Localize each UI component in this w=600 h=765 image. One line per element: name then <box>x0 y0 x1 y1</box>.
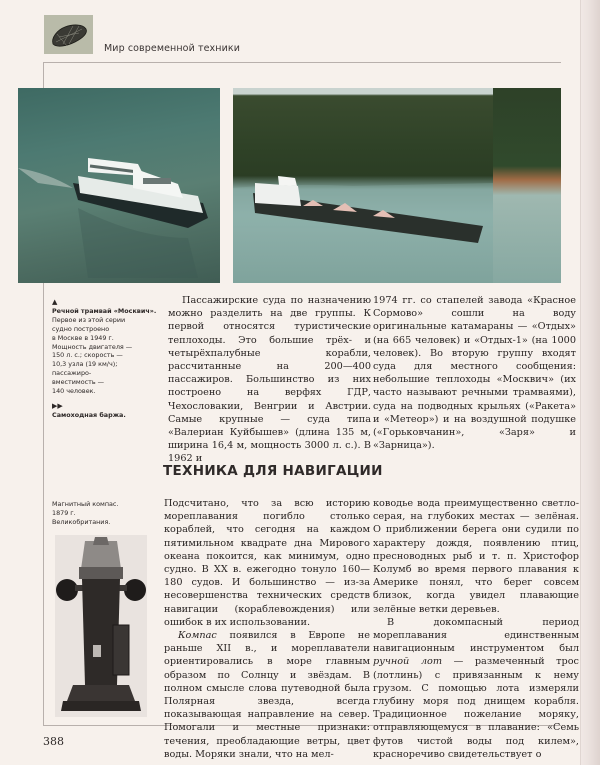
tram-caption-line: 10,3 узла (19 км/ч); <box>52 360 118 369</box>
compass-caption-line: Магнитный компас. <box>52 500 119 508</box>
tram-caption-line: 150 л. с.; скорость — <box>52 351 123 360</box>
compass-caption <box>52 500 162 527</box>
barge-caption-title: Самоходная баржа. <box>52 410 126 419</box>
frame-rule-top <box>43 62 561 63</box>
up-arrow-icon: ▲ <box>52 298 58 306</box>
compass-photo <box>55 535 147 717</box>
tram-caption-line: Мощность двигателя — <box>52 342 133 351</box>
barge-photo <box>233 88 493 283</box>
tram-caption-line: судно построено <box>52 324 110 333</box>
paragraph: Подсчитано, что за всю историю мореплавания погибло столько кораблей, что сегодня на каждом пятимильном квадрате дна Мирового океана покоится, как минимум, одно судно. В XX в. ежегодно тонуло 160—180 судов. И большинство — из-за несовершенства технических средств навигации (кораблевождения) или ошибок в их использовании. <box>164 498 370 628</box>
running-header: Мир современной техники <box>104 43 240 54</box>
article-bottom-col2 <box>373 497 579 761</box>
tram-caption-line: в Москве в 1949 г. <box>52 333 114 342</box>
paragraph: ководье вода преимущественно светло-серая, на глубоких местах — зелёная. О приближении берега они судили по характеру дождя, появлению птиц, пресноводных рыб и т. п. Христофор Колумб во время первого плавания к Америке понял, что берег совсем близок, когда увидел плавающие зелёные ветки деревьев. <box>373 498 579 615</box>
compass-caption-line: 1879 г. <box>52 508 76 517</box>
page-edge <box>580 0 600 765</box>
right-double-arrow-icon: ▶▶ <box>52 401 63 410</box>
term-hand-lead: ручной лот <box>373 656 443 668</box>
paragraph: 1974 гг. со стапелей завода «Красное Сормово» сошли на воду оригинальные катамараны — «Отдых» (на 665 человек) и «Отдых-1» (на 1000 человек). Во вторую группу входят суда для местного сообщения: небольшие теплоходы «Москвич» (их часто называют речными трамваями), суда на подводных крыльях («Ракета» и «Метеор») и на воздушной подушке («Горьковчанин», «Заря» и «Зарница»). <box>373 295 576 452</box>
article-top-col1 <box>168 294 371 466</box>
page-number: 388 <box>43 735 64 748</box>
paragraph <box>373 616 579 761</box>
paragraph-text: В докомпасный период мореплавания единственным навигационным инструментом был <box>373 616 579 655</box>
car-icon <box>49 20 89 50</box>
article-top-col2 <box>373 294 576 452</box>
section-heading: ТЕХНИКА ДЛЯ НАВИГАЦИИ <box>163 463 383 479</box>
compass-caption-line: Великобритания. <box>52 517 111 526</box>
article-bottom-col1 <box>164 497 370 761</box>
tram-caption-title: Речной трамвай «Москвич». <box>52 306 157 315</box>
compass-binnacle-icon <box>55 535 147 717</box>
river-tram-photo <box>18 88 220 283</box>
term-compass: Компас <box>178 630 217 642</box>
paragraph-text: — размеченный трос (лотлинь) с привязанным к нему грузом. С помощью лота измеряли глубину моря под днищем корабля. Традиционное пожелание моряку, отправляющемуся в плавание: «Семь футов чистой воды под килем», красноречиво свидетельствует о <box>373 656 579 760</box>
paragraph <box>164 629 370 761</box>
paragraph: Пассажирские суда по назначению можно разделить на две группы. К первой относятся туристические теплоходы. Это большие трёх- и четырёхпалубные корабли, рассчитанные на 200—400 пассажиров. Большинство из них построено на верфях ГДР, Чехословакии, Венгрии и Австрии. Самые крупные — суда типа «Валериан Куйбышев» (длина 135 м, ширина 16,4 м, мощность 3000 л. с.). В 1962 и <box>168 295 371 465</box>
tram-caption <box>52 298 162 420</box>
header-icon <box>44 15 93 54</box>
tram-caption-line: 140 человек. <box>52 387 96 396</box>
paragraph-text: появился в Европе не раньше XII в., и мореплаватели ориентировались в море главным образом по Солнцу и звёздам. В полном смысле слова путеводной была Полярная звезда, всегда показывающая направление на север. Помогали и местные признаки: течения, преобладающие ветры, цвет воды. Моряки знали, что на мел- <box>164 630 370 760</box>
tram-caption-line: Первое из этой серии <box>52 315 126 324</box>
barge-photo-edge <box>493 88 561 283</box>
tram-caption-line: пассажиро- <box>52 369 92 378</box>
tram-caption-line: вместимость — <box>52 378 105 387</box>
